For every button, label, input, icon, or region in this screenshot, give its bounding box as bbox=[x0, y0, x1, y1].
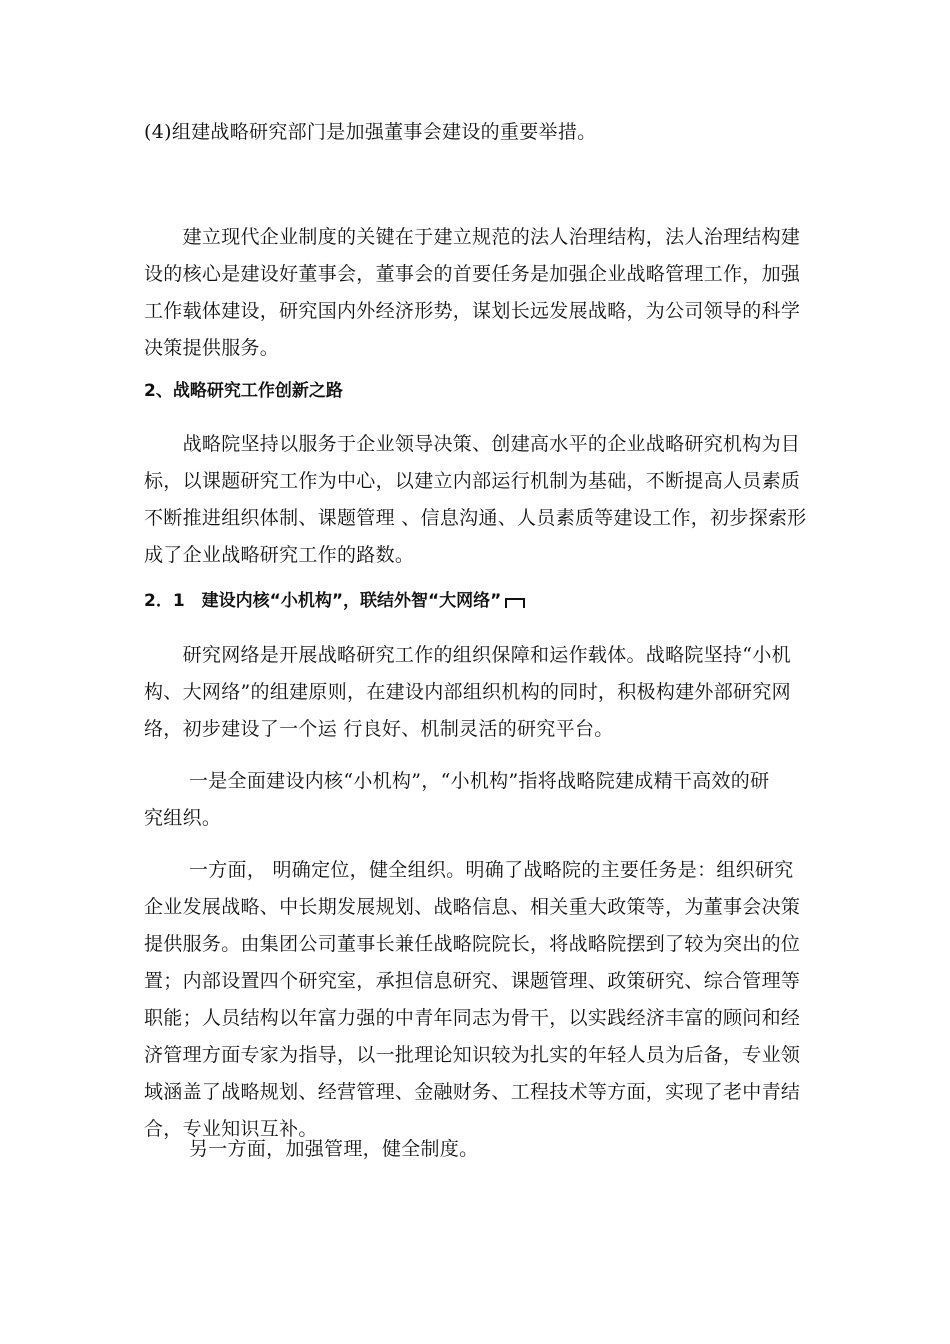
paragraph-line: 标，以课题研究工作为中心，以建立内部运行机制为基础，不断提高人员素质 bbox=[144, 470, 801, 492]
bracket-mark-icon bbox=[505, 598, 525, 608]
item-4-heading: (4)组建战略研究部门是加强董事会建设的重要举措。 bbox=[144, 121, 597, 143]
paragraph-modern-enterprise bbox=[144, 219, 824, 367]
paragraph-line: 济管理方面专家为指导，以一批理论知识较为扎实的年轻人员为后备，专业领 bbox=[144, 1044, 801, 1066]
paragraph-line: 合，专业知识互补。 bbox=[144, 1118, 318, 1140]
paragraph-line: 提供服务。由集团公司董事长兼任战略院院长，将战略院摆到了较为突出的位 bbox=[144, 933, 801, 955]
paragraph-line: 一是全面建设内核“小机构”，“小机构”指将战略院建成精干高效的研 bbox=[144, 770, 770, 792]
paragraph-line: 决策提供服务。 bbox=[144, 337, 280, 359]
paragraph-line: 设的核心是建设好董事会，董事会的首要任务是加强企业战略管理工作，加强 bbox=[144, 263, 801, 285]
section-heading-2-1-text: 2．1 建设内核“小机构”，联结外智“大网络” bbox=[144, 591, 502, 611]
paragraph-positioning bbox=[144, 852, 824, 1148]
section-heading-2: 2、战略研究工作创新之路 bbox=[144, 381, 343, 401]
paragraph-line: 研究网络是开展战略研究工作的组织保障和运作载体。战略院坚持“小机 bbox=[144, 644, 791, 666]
paragraph-line: 成了企业战略研究工作的路数。 bbox=[144, 544, 415, 566]
paragraph-line: 究组织。 bbox=[144, 807, 222, 829]
paragraph-small-institution bbox=[144, 763, 824, 837]
paragraph-line: 战略院坚持以服务于企业领导决策、创建高水平的企业战略研究机构为目 bbox=[144, 433, 801, 455]
paragraph-line: 建立现代企业制度的关键在于建立规范的法人治理结构，法人治理结构建 bbox=[144, 226, 801, 248]
paragraph-line: 置；内部设置四个研究室，承担信息研究、课题管理、政策研究、综合管理等 bbox=[144, 970, 801, 992]
paragraph-management: 另一方面，加强管理，健全制度。 bbox=[144, 1138, 479, 1160]
paragraph-line: 职能；人员结构以年富力强的中青年同志为骨干，以实践经济丰富的顾问和经 bbox=[144, 1007, 801, 1029]
paragraph-line: 络，初步建设了一个运 行良好、机制灵活的研究平台。 bbox=[144, 718, 614, 740]
paragraph-line: 一方面， 明确定位，健全组织。明确了战略院的主要任务是：组织研究 bbox=[144, 859, 794, 881]
paragraph-line: 企业发展战略、中长期发展规划、战略信息、相关重大政策等，为董事会决策 bbox=[144, 896, 801, 918]
paragraph-line: 工作载体建设，研究国内外经济形势，谋划长远发展战略，为公司领导的科学 bbox=[144, 300, 801, 322]
paragraph-strategy-institute bbox=[144, 426, 824, 574]
section-heading-2-1 bbox=[144, 586, 525, 616]
paragraph-research-network bbox=[144, 637, 824, 748]
paragraph-line: 不断推进组织体制、课题管理 、信息沟通、人员素质等建设工作，初步探索形 bbox=[144, 507, 807, 529]
paragraph-line: 域涵盖了战略规划、经营管理、金融财务、工程技术等方面，实现了老中青结 bbox=[144, 1081, 801, 1103]
paragraph-line: 构、大网络”的组建原则，在建设内部组织机构的同时，积极构建外部研究网 bbox=[144, 681, 791, 703]
